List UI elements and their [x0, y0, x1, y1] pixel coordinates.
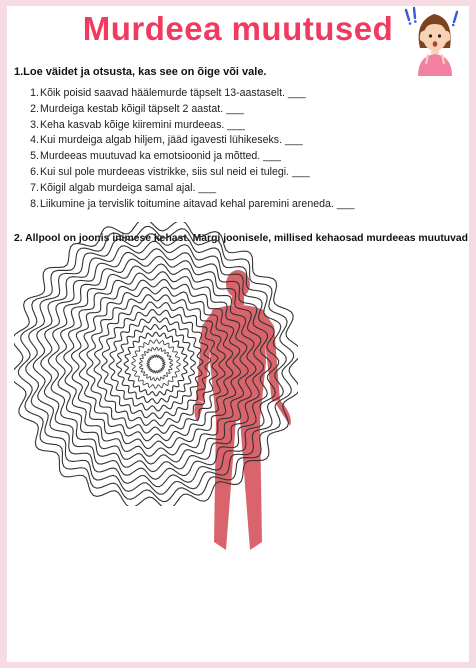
statement-list	[26, 86, 354, 212]
spiral-ring	[48, 256, 263, 471]
spiral-ring	[94, 302, 218, 426]
statement-text: Murdeeas muutuvad ka emotsioonid ja mõtted. ___	[40, 150, 281, 163]
list-item: 6.Kui sul pole murdeeas vistrikke, siis sul neid ei tulegi. ___	[30, 165, 310, 178]
statement-text: Murdeiga kestab kõigil täpselt 2 aastat. ___	[40, 102, 244, 115]
spiral-ring	[139, 347, 172, 380]
spiral-ring	[64, 272, 249, 457]
statement-text: Kõigil algab murdeiga samal ajal. ___	[40, 181, 217, 194]
statement-text: Kui murdeiga algab hiljem, jääd igavesti lühikeseks. ___	[40, 134, 303, 147]
list-item: 1.Kõik poisid saavad häälemurde täpselt 13-aastaselt. ___	[30, 87, 306, 99]
hypnotic-spiral	[14, 222, 298, 506]
spiral-ring	[79, 287, 232, 440]
spiral-ring	[124, 332, 188, 396]
spiral-ring	[87, 295, 226, 434]
statement-text: Kõik poisid saavad häälemurde täpselt 13-aastaselt. ___	[40, 87, 306, 99]
statement-text: Kui sul pole murdeeas vistrikke, siis sul neid ei tulegi. ___	[40, 165, 310, 178]
statement-text: Keha kasvab kõige kiiremini murdeeas. ___	[40, 118, 245, 131]
spiral-ring	[33, 241, 278, 486]
spiral-ring	[132, 340, 181, 389]
spiral-ring	[26, 234, 286, 494]
spiral-ring	[102, 310, 211, 419]
spiral-ring	[14, 222, 298, 506]
list-item: 4.Kui murdeiga algab hiljem, jääd igavesti lühikeseks. ___	[30, 134, 303, 147]
spiral-ring	[116, 324, 195, 403]
spiral-ring	[147, 355, 165, 373]
list-item: 2.Murdeiga kestab kõigil täpselt 2 aastat. ___	[30, 102, 244, 115]
surprised-girl-icon	[400, 4, 468, 76]
list-item: 8.Liikumine ja tervislik toitumine aitavad kehal paremini areneda. ___	[30, 197, 355, 210]
spiral-ring	[41, 249, 272, 480]
page-title: Murdeea muutused	[82, 10, 394, 47]
list-item: 5.Murdeeas muutuvad ka emotsioonid ja mõtted. ___	[30, 150, 281, 163]
statement-text: Liikumine ja tervislik toitumine aitavad kehal paremini areneda. ___	[40, 197, 355, 210]
list-item: 3.Keha kasvab kõige kiiremini murdeeas. ___	[30, 118, 245, 131]
list-item: 7.Kõigil algab murdeiga samal ajal. ___	[30, 181, 217, 194]
question-1-heading: 1.Loe väidet ja otsusta, kas see on õige või vale.	[14, 66, 267, 78]
spiral-ring	[72, 280, 241, 449]
spiral-ring	[109, 317, 203, 411]
question-2-heading: 2. Allpool on joonis inimese kehast. Märgi joonisele, millised kehaosad murdeeas muutuvad	[14, 233, 469, 244]
